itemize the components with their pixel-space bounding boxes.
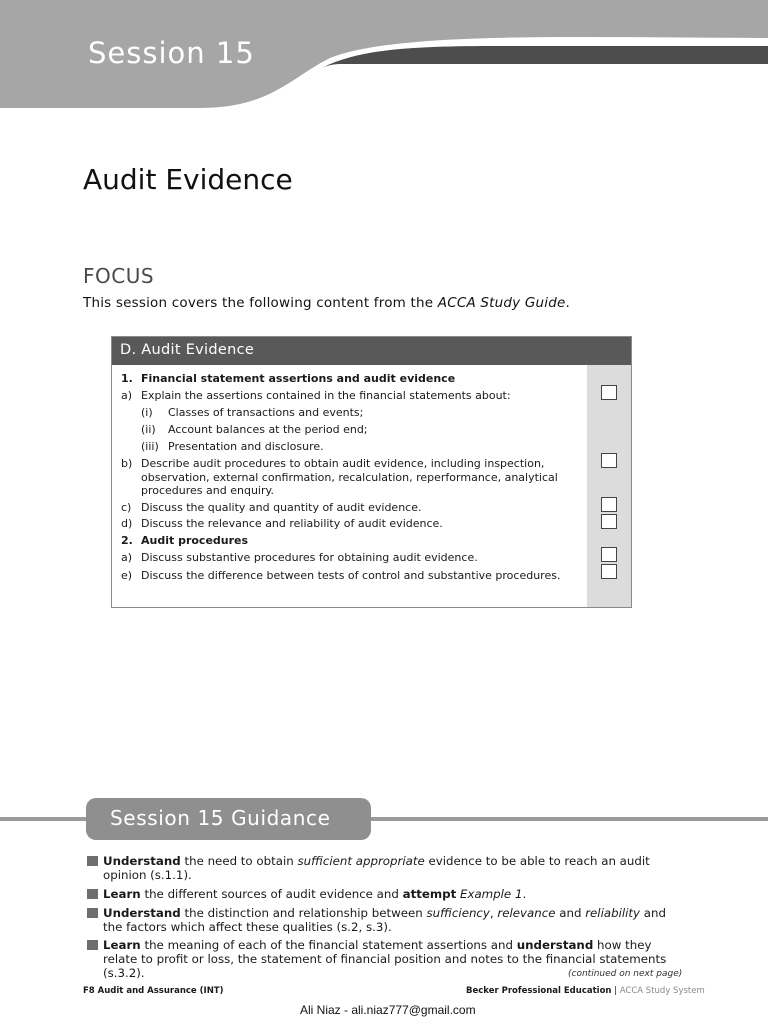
guide-line-label: b)	[121, 457, 133, 470]
bullet-italic: Example 1	[460, 887, 523, 901]
focus-intro-prefix: This session covers the following content from the	[83, 295, 438, 311]
footer-credit: Ali Niaz - ali.niaz777@gmail.com	[300, 1003, 476, 1017]
guidance-title: Session 15 Guidance	[110, 806, 331, 830]
bullet-square-icon	[87, 856, 98, 866]
bullet-span: and	[555, 906, 586, 920]
bullet-italic: sufficient appropriate	[297, 854, 425, 868]
footer-publisher	[466, 986, 705, 996]
guide-line-text: Account balances at the period end;	[168, 423, 368, 436]
focus-intro-guide: ACCA Study Guide	[437, 295, 566, 311]
bullet-square-icon	[87, 889, 98, 899]
guide-line-label: (ii)	[141, 423, 156, 436]
bullet-italic: sufficiency	[426, 906, 490, 920]
session-title: Session 15	[88, 36, 255, 70]
footer-separator: |	[611, 986, 620, 996]
footer-brand: Becker Professional Education	[466, 986, 612, 996]
footer-system: ACCA Study System	[619, 986, 705, 996]
guide-line-text: Discuss the quality and quantity of audit evidence.	[141, 501, 422, 514]
guide-line-text: Explain the assertions contained in the financial statements about:	[141, 389, 511, 402]
bullet-span: the need to obtain	[180, 854, 298, 868]
guide-line-label: c)	[121, 501, 132, 514]
bullet-italic: relevance	[497, 906, 556, 920]
bullet-bold: Understand	[103, 854, 181, 868]
guide-line-label: 1.	[121, 372, 133, 385]
guide-line-label: a)	[121, 389, 133, 402]
continued-note: (continued on next page)	[568, 969, 683, 979]
bullet-italic: reliability	[585, 906, 641, 920]
checkbox[interactable]	[601, 453, 617, 468]
bullet-span: the meaning of each of the financial statement assertions and	[140, 938, 517, 952]
bullet-span: how they relate to profit or loss, the statement of financial position and notes to the financial statements (s.3.2).	[103, 938, 667, 980]
bullet-span: evidence to be able to reach an audit opinion (s.1.1).	[103, 854, 650, 882]
study-guide-box	[111, 336, 632, 608]
bullet-bold: understand	[516, 938, 594, 952]
guide-line-label: d)	[121, 517, 133, 530]
guide-line-text: Discuss the relevance and reliability of audit evidence.	[141, 517, 443, 530]
bullet-square-icon	[87, 908, 98, 918]
footer-course: F8 Audit and Assurance (INT)	[83, 986, 224, 996]
guide-line-label: (iii)	[141, 440, 159, 453]
bullet-bold: Learn	[103, 887, 141, 901]
bullet-text	[103, 887, 688, 901]
checkbox[interactable]	[601, 547, 617, 562]
bullet-span: the different sources of audit evidence and	[140, 887, 403, 901]
focus-intro-suffix: .	[565, 295, 570, 311]
focus-heading: FOCUS	[83, 264, 155, 288]
guide-line-label: e)	[121, 569, 133, 582]
guide-line-text: Presentation and disclosure.	[168, 440, 324, 453]
guide-line-label: (i)	[141, 406, 153, 419]
bullet-span: the distinction and relationship between	[180, 906, 427, 920]
bullet-span: .	[522, 887, 527, 901]
guide-line-text: Discuss the difference between tests of control and substantive procedures.	[141, 569, 561, 582]
checkbox[interactable]	[601, 514, 617, 529]
guide-line-text: Financial statement assertions and audit evidence	[141, 372, 456, 385]
page-title: Audit Evidence	[83, 163, 293, 196]
guidance-rule	[360, 817, 768, 821]
checkbox[interactable]	[601, 497, 617, 512]
guidance-rule	[0, 817, 100, 821]
checkbox[interactable]	[601, 564, 617, 579]
bullet-span: ,	[489, 906, 498, 920]
focus-intro	[83, 295, 570, 311]
guide-line-text: Describe audit procedures to obtain audit evidence, including inspection, observation, external confirmation, recalculation, reperformance, analytical procedures and enquiry.	[141, 457, 558, 497]
checkbox[interactable]	[601, 385, 617, 400]
guide-line-label: a)	[121, 551, 133, 564]
guide-line-text: Audit procedures	[141, 534, 249, 547]
guide-line-text: Classes of transactions and events;	[168, 406, 364, 419]
bullet-span: and the factors which affect these qualities (s.2, s.3).	[103, 906, 666, 934]
guide-line-text: Discuss substantive procedures for obtaining audit evidence.	[141, 551, 478, 564]
bullet-square-icon	[87, 940, 98, 950]
bullet-text	[103, 906, 688, 934]
study-guide-header: D. Audit Evidence	[112, 337, 631, 365]
bullet-bold: Understand	[103, 906, 181, 920]
guide-line-label: 2.	[121, 534, 133, 547]
bullet-bold: attempt	[402, 887, 457, 901]
bullet-text	[103, 854, 688, 882]
bullet-bold: Learn	[103, 938, 141, 952]
